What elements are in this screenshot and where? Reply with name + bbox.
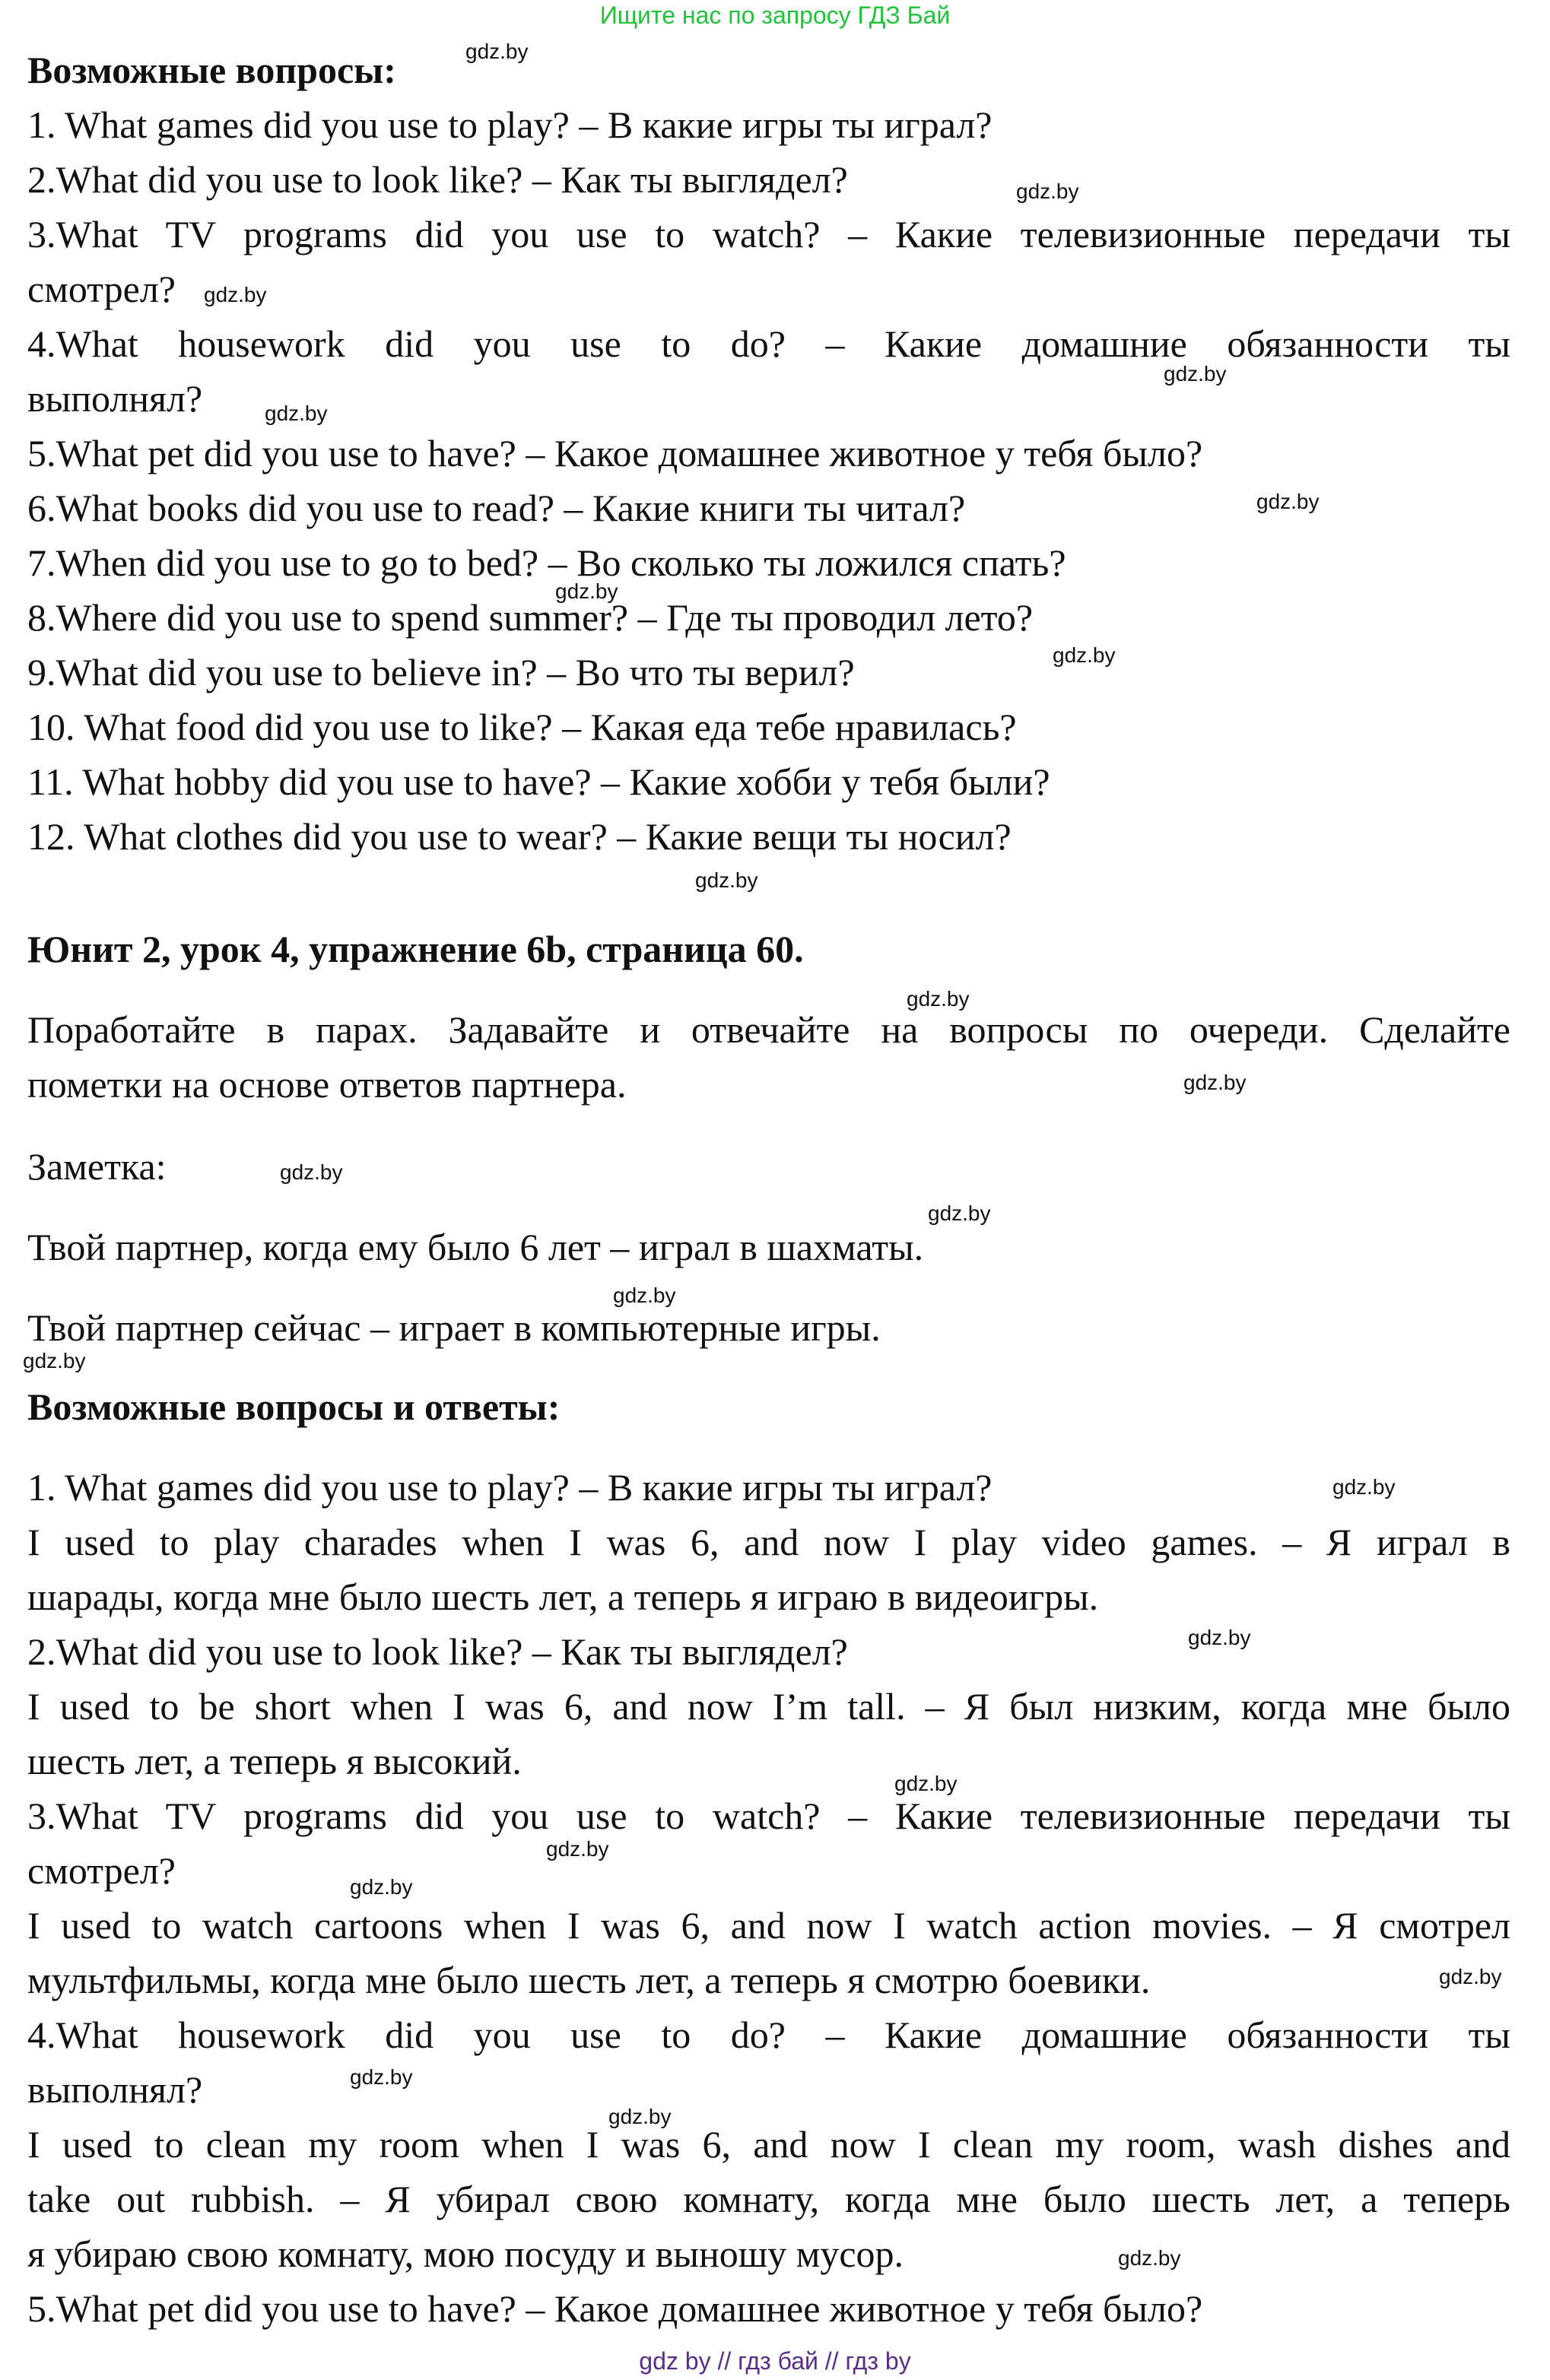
qa-line: 1. What games did you use to play? – В какие игры ты играл? [27, 1466, 993, 1509]
watermark: gdz.by [546, 1837, 609, 1861]
qa-line: смотрел? [27, 1849, 176, 1892]
watermark: gdz.by [465, 40, 529, 63]
watermark: gdz.by [608, 2105, 672, 2128]
question-line: 11. What hobby did you use to have? – Какие хобби у тебя были? [27, 760, 1050, 803]
watermark: gdz.by [894, 1772, 958, 1795]
watermark: gdz.by [1332, 1475, 1396, 1499]
qa-line: I used to watch cartoons when I was 6, and now I watch action movies. – Я смотрел [27, 1904, 1510, 1947]
question-line: 2.What did you use to look like? – Как ты выглядел? [27, 158, 848, 201]
exercise-title: Юнит 2, урок 4, упражнение 6b, страница 60. [27, 928, 804, 970]
instruction-line: пометки на основе ответов партнера. [27, 1063, 627, 1106]
watermark: gdz.by [1053, 643, 1116, 667]
watermark: gdz.by [23, 1349, 86, 1372]
watermark: gdz.by [1183, 1071, 1247, 1094]
watermark: gdz.by [1164, 362, 1227, 386]
qa-line: 5.What pet did you use to have? – Какое домашнее животное у тебя было? [27, 2287, 1203, 2330]
watermark: gdz.by [265, 401, 328, 425]
question-line: 1. What games did you use to play? – В какие игры ты играл? [27, 103, 993, 146]
question-line: 10. What food did you use to like? – Какая еда тебе нравилась? [27, 706, 1017, 748]
question-line: 4.What housework did you use to do? – Какие домашние обязанности ты [27, 322, 1510, 365]
qa-line: шесть лет, а теперь я высокий. [27, 1740, 522, 1782]
qa-line: 4.What housework did you use to do? – Какие домашние обязанности ты [27, 2013, 1510, 2056]
watermark: gdz.by [350, 1875, 413, 1899]
question-line: 6.What books did you use to read? – Какие книги ты читал? [27, 487, 966, 529]
question-line: 12. What clothes did you use to wear? – Какие вещи ты носил? [27, 815, 1012, 858]
question-line: 9.What did you use to believe in? – Во что ты верил? [27, 651, 855, 693]
qa-line: шарады, когда мне было шесть лет, а теперь я играю в видеоигры. [27, 1576, 1099, 1618]
top-banner[interactable]: Ищите нас по запросу ГДЗ Бай [599, 2, 951, 29]
section3-heading: Возможные вопросы и ответы: [27, 1385, 561, 1428]
note-label: Заметка: [27, 1145, 167, 1188]
question-line: смотрел? [27, 268, 176, 310]
watermark: gdz.by [907, 987, 970, 1011]
question-line: 5.What pet did you use to have? – Какое домашнее животное у тебя было? [27, 432, 1203, 474]
question-line: 8.Where did you use to spend summer? – Где ты проводил лето? [27, 596, 1034, 639]
watermark: gdz.by [1256, 490, 1320, 513]
qa-line: I used to clean my room when I was 6, and now I clean my room, wash dishes and [27, 2123, 1510, 2166]
question-line: 7.When did you use to go to bed? – Во сколько ты ложился спать? [27, 541, 1066, 584]
watermark: gdz.by [695, 868, 758, 892]
question-line: выполнял? [27, 377, 203, 420]
question-line: 3.What TV programs did you use to watch? – Какие телевизионные передачи ты [27, 213, 1510, 255]
qa-line: 2.What did you use to look like? – Как ты выглядел? [27, 1630, 848, 1673]
qa-line: я убираю свою комнату, мою посуду и выношу мусор. [27, 2232, 904, 2275]
section1-heading: Возможные вопросы: [27, 49, 396, 91]
qa-line: выполнял? [27, 2068, 203, 2111]
watermark: gdz.by [1188, 1626, 1251, 1649]
qa-line: take out rubbish. – Я убирал свою комнату, когда мне было шесть лет, а теперь [27, 2178, 1510, 2220]
watermark: gdz.by [350, 2065, 413, 2089]
watermark: gdz.by [613, 1284, 676, 1307]
watermark: gdz.by [1439, 1965, 1502, 1988]
qa-line: I used to be short when I was 6, and now I’m tall. – Я был низким, когда мне было [27, 1685, 1510, 1728]
note-line: Твой партнер сейчас – играет в компьютерные игры. [27, 1306, 881, 1349]
watermark: gdz.by [928, 1201, 991, 1225]
note-line: Твой партнер, когда ему было 6 лет – играл в шахматы. [27, 1226, 924, 1268]
watermark: gdz.by [204, 283, 267, 306]
instruction-line: Поработайте в парах. Задавайте и отвечайте на вопросы по очереди. Сделайте [27, 1008, 1510, 1051]
qa-line: мультфильмы, когда мне было шесть лет, а теперь я смотрю боевики. [27, 1959, 1151, 2001]
watermark: gdz.by [555, 579, 618, 603]
footer-links[interactable]: gdz by // гдз бай // гдз by [639, 2347, 911, 2375]
watermark: gdz.by [1016, 179, 1079, 203]
watermark: gdz.by [280, 1160, 343, 1184]
qa-line: 3.What TV programs did you use to watch? – Какие телевизионные передачи ты [27, 1795, 1510, 1837]
qa-line: I used to play charades when I was 6, and now I play video games. – Я играл в [27, 1521, 1510, 1563]
watermark: gdz.by [1118, 2246, 1181, 2270]
